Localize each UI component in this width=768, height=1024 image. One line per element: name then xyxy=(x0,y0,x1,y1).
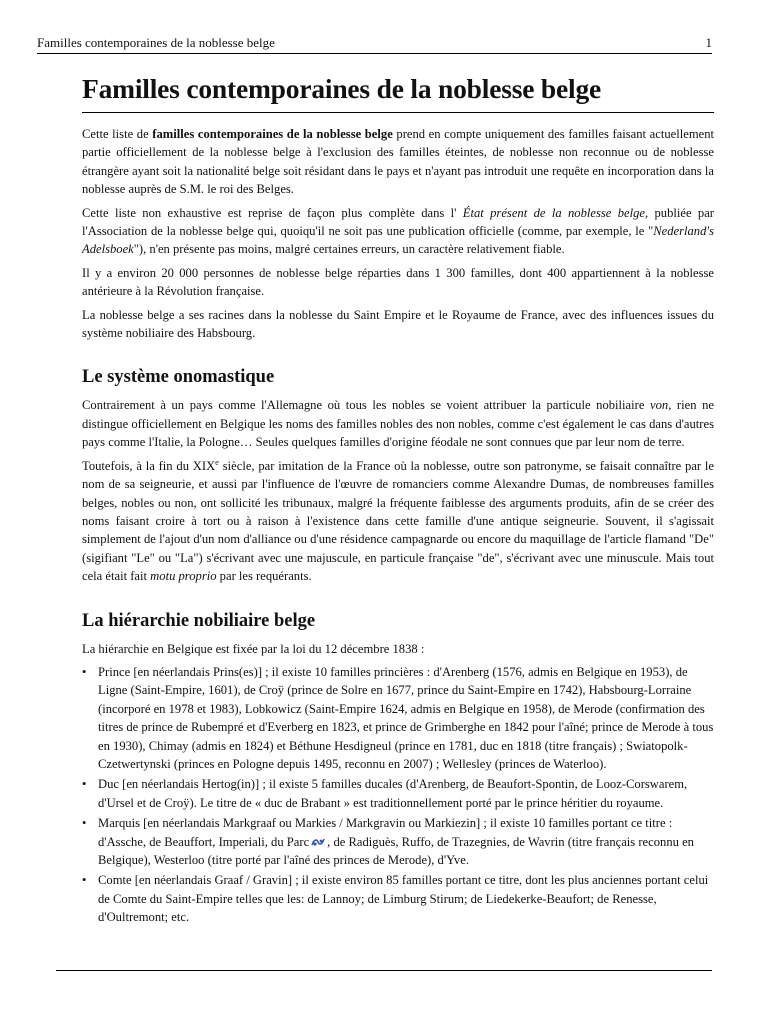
text-run: prend en compte uniquement des familles faisant actuellement partie officiellement de la noblesse belge à l'exclusion des familles éteintes, de noblesse non reconnue ou de noblesse étrangère ayant soit la nationalité belge soit résidant dans le pays et n'ayant pas introduit une requête en incorporation dans la noblesse auprès de S.M. le roi des Belges. xyxy=(82,127,714,197)
article-body xyxy=(82,72,714,929)
page-number: 1 xyxy=(705,35,712,50)
onomastique-paragraph-1 xyxy=(82,396,714,451)
text-run: "), n'en présente pas moins, malgré certaines erreurs, un caractère relativement fiable. xyxy=(133,242,565,257)
running-header-title: Familles contemporaines de la noblesse belge xyxy=(37,35,275,50)
list-item-duc xyxy=(82,775,714,812)
italic-motu-proprio: motu proprio xyxy=(150,569,217,584)
intro-paragraph-3: Il y a environ 20 000 personnes de noblesse belge réparties dans 1 300 familles, dont 400 appartiennent à la noblesse antérieure à la Révolution française. xyxy=(82,265,714,299)
list-item-text: Comte [en néerlandais Graaf / Gravin] ; il existe environ 85 familles portant ce titre, dont les plus anciennes portant celui de Comte du Saint-Empire telles que les: de Lannoy; de Limburg Stirum; de Liedekerke-Beaufort; de Renesse, d'Oultremont; etc. xyxy=(98,873,709,925)
list-item-text: Marquis [en néerlandais Markgraaf ou Markies / Markgravin ou Markiezin] ; il existe 10 familles portant ce titre : d'Assche, de Beauffort, Imperiali, du Parc xyxy=(98,816,673,849)
italic-von: von xyxy=(650,398,669,413)
text-run: Contrairement à un pays comme l'Allemagne où tous les nobles se voient attribuer la particule nobiliaire xyxy=(82,398,650,413)
section-heading-hierarchie: La hiérarchie nobiliaire belge xyxy=(82,610,316,631)
intro-paragraph-2 xyxy=(82,204,714,259)
hierarchie-intro: La hiérarchie en Belgique est fixée par la loi du 12 décembre 1838 : xyxy=(82,641,425,656)
list-item-prince xyxy=(82,663,714,773)
bullet: • xyxy=(82,777,87,792)
list-item-text: Prince [en néerlandais Prins(es)] ; il existe 10 familles princières : d'Arenberg (1576, admis en Belgique en 1953), de Ligne (Saint-Empire, 1601), de Croÿ (prince de Solre en 1677, prince du Saint-Empire en 1742), Habsbourg-Lorraine (incorporé en 1978 et 1983), Lobkowicz (Saint-Empire 1624, admis en Belgique en 1958), de Merode (confirmation des titres de prince de Rubempré et d'Everberg en 1823, et prince de Grimberghe en 1842 pour l'aîné; prince de Merode à tous en 1930), Chimay (admis en 1824) et Béthune Hesdigneul (prince en 1781, duc en 1818 (titre français) ; Swiatopolk-Czetwertynski (princes en Pologne depuis 1495, reconnu en 2007) ; Wellesley (princes de Waterloo). xyxy=(98,664,714,771)
bullet: • xyxy=(82,873,87,888)
list-item-text: , de Radiguès, Ruffo, de Trazegnies, de Wavrin (titre français reconnu en Belgique), Westerloo (titre porté par l'aîné des princes de Merode), d'Yve. xyxy=(98,834,694,867)
bullet: • xyxy=(82,816,87,831)
intro-paragraph-4: La noblesse belge a ses racines dans la noblesse du Saint Empire et le Royaume de France, avec des influences issues du système nobiliaire des Habsbourg. xyxy=(82,307,714,341)
list-item-marquis xyxy=(82,814,714,869)
italic-title-adelsboek: Nederland's Adelsboek xyxy=(82,224,714,257)
intro-paragraph-1 xyxy=(82,125,714,199)
onomastique-paragraph-2 xyxy=(82,457,714,586)
text-run: , publiée par l'Association de la noblesse belge qui, quoiqu'il ne soit pas une publication officielle (comme, par exemple, le " xyxy=(82,205,715,239)
text-run: Cette liste de xyxy=(82,127,153,141)
bold-term: familles contemporaines de la noblesse belge xyxy=(152,127,393,141)
title-list xyxy=(82,663,714,927)
text-run: Toutefois, à la fin du XIX xyxy=(82,458,216,473)
italic-title-etat-present: État présent de la noblesse belge xyxy=(462,205,645,220)
text-run: siècle, par imitation de la France où la noblesse, outre son patronyme, se faisait connaître par le nom de sa seigneurie, et aussi par l'influence de l'œuvre de romanciers comme Alexandre Dumas, de nombreuses familles belges, nobles ou non, ont sollicité les tribunaux, malgré la fréquente faiblesse des arguments produits, afin de se créer des noms faisant croire à tort ou à raison à l'existence dans cette famille d'une antique seigneurie. Souvent, il s'agissait simplement de l'ajout d'un nom d'alliance ou d'une résidence campagnarde ou encore du maquillage de l'article flamand "De" (sigifiant "Le" ou "La") s'écrivant avec une majuscule, en particule française "de", s'écrivant avec une minuscule. Mais tout cela était fait xyxy=(82,458,714,584)
footer-rule xyxy=(56,970,712,971)
list-item-comte xyxy=(82,871,714,926)
text-run: Cette liste non exhaustive est reprise de façon plus complète dans l' xyxy=(82,205,463,220)
section-heading-onomastique: Le système onomastique xyxy=(82,367,275,388)
text-run: par les requérants. xyxy=(216,569,312,584)
running-header xyxy=(37,33,712,54)
superscript-e: e xyxy=(215,456,219,467)
wiki-link-icon[interactable] xyxy=(311,834,325,844)
list-item-text: Duc [en néerlandais Hertog(in)] ; il existe 5 familles ducales (d'Arenberg, de Beaufort-Spontin, de Looz-Corswarem, d'Ursel et de Croÿ). Le titre de « duc de Brabant » est traditionnellement porté par le prince héritier du royaume. xyxy=(98,777,688,810)
text-run: , rien ne distingue officiellement en Belgique les noms des familles nobles des non nobles, comme c'est également le cas dans d'autres pays comme l'Italie, la Pologne… Seules quelques familles d'origine féodale ne sont connues que par leur nom de terre. xyxy=(82,398,714,450)
page-title: Familles contemporaines de la noblesse belge xyxy=(82,72,714,113)
bullet: • xyxy=(82,664,87,679)
